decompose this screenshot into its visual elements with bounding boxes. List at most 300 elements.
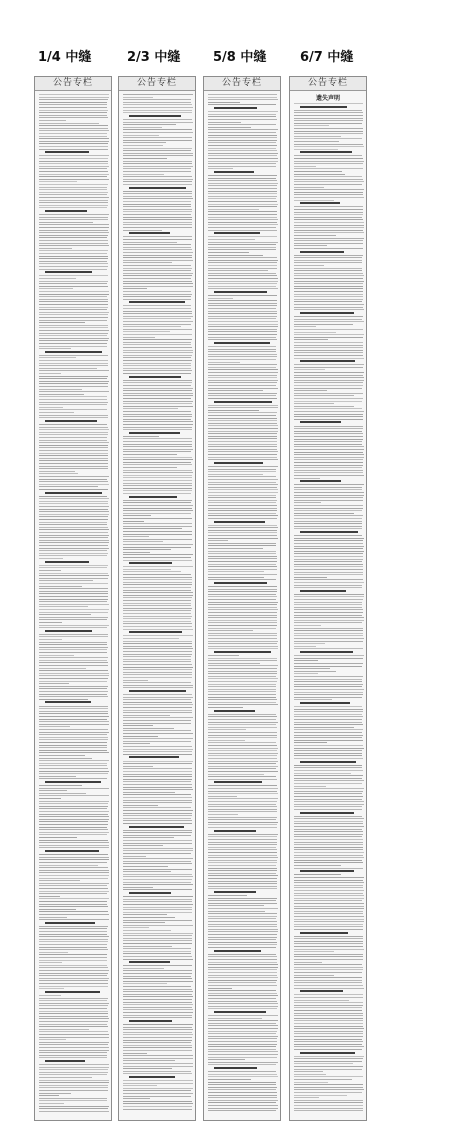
text-line — [208, 809, 277, 810]
notice-heading — [300, 480, 341, 482]
text-line — [208, 275, 277, 276]
text-line — [123, 544, 193, 545]
text-line — [39, 317, 108, 318]
text-line — [208, 278, 278, 279]
text-line — [123, 444, 192, 445]
text-line — [208, 124, 276, 125]
text-line — [208, 732, 277, 733]
text-line — [208, 852, 277, 853]
text-line — [294, 243, 363, 244]
text-line — [39, 970, 109, 971]
text-line — [39, 965, 107, 966]
text-line — [208, 771, 278, 772]
text-line — [208, 594, 276, 595]
text-line — [123, 107, 193, 108]
text-line — [39, 110, 108, 111]
text-line — [294, 630, 363, 631]
text-line — [123, 761, 193, 762]
text-line — [123, 150, 191, 151]
text-line — [123, 582, 192, 583]
text-line — [294, 1028, 364, 1029]
text-line — [39, 235, 108, 236]
text-line — [294, 375, 363, 376]
text-line — [208, 558, 277, 559]
text-line — [123, 174, 164, 175]
text-line — [39, 834, 107, 835]
text-line — [39, 338, 109, 339]
text-line — [294, 967, 363, 968]
text-line — [208, 1076, 278, 1077]
text-line — [39, 801, 109, 802]
text-line — [39, 1047, 109, 1048]
text-line — [123, 521, 144, 522]
text-line — [123, 1088, 193, 1089]
text-line — [39, 609, 109, 610]
text-line — [123, 715, 170, 716]
text-line — [39, 995, 61, 996]
notice-heading — [300, 106, 347, 108]
text-line — [294, 742, 327, 743]
text-line — [208, 1092, 277, 1093]
text-line — [294, 620, 364, 621]
text-line — [123, 1012, 193, 1013]
text-line — [294, 1018, 363, 1019]
text-line — [123, 547, 191, 548]
text-line — [123, 1058, 193, 1059]
text-line — [208, 364, 277, 365]
text-line — [39, 1044, 108, 1045]
text-line — [39, 1021, 108, 1022]
text-line — [294, 166, 316, 167]
text-line — [208, 1071, 276, 1072]
text-line — [208, 471, 276, 472]
text-line — [294, 628, 363, 629]
text-line — [294, 775, 363, 776]
text-line — [39, 649, 107, 650]
text-line — [39, 1057, 107, 1058]
text-line — [294, 574, 363, 575]
text-line — [123, 523, 192, 524]
text-line — [294, 559, 363, 560]
text-line — [123, 704, 193, 705]
text-line — [208, 148, 276, 149]
text-line — [294, 906, 364, 907]
text-line — [294, 146, 364, 147]
text-line — [208, 691, 276, 692]
column-label-2: 2/3 中缝 — [127, 50, 181, 65]
text-line — [294, 133, 363, 134]
text-line — [39, 434, 108, 435]
text-line — [208, 934, 277, 935]
text-line — [208, 265, 277, 266]
text-line — [39, 391, 109, 392]
text-line — [294, 446, 364, 447]
text-line — [39, 699, 88, 700]
text-line — [208, 268, 277, 269]
text-line — [294, 382, 363, 383]
notice-heading — [45, 922, 95, 924]
column-label-4: 6/7 中缝 — [300, 50, 354, 65]
text-line — [39, 1077, 92, 1078]
text-line — [208, 1087, 277, 1088]
text-line — [294, 692, 363, 693]
text-line — [39, 821, 108, 822]
text-line — [208, 1003, 278, 1004]
text-line — [123, 350, 193, 351]
text-line — [123, 664, 192, 665]
text-line — [123, 421, 193, 422]
text-line — [208, 959, 277, 960]
text-line — [123, 436, 159, 437]
notice-heading — [214, 462, 263, 464]
text-line — [208, 395, 276, 396]
text-line — [123, 531, 192, 532]
text-line — [208, 755, 277, 756]
text-line — [208, 761, 278, 762]
text-line — [123, 968, 164, 969]
text-line — [294, 452, 363, 453]
text-line — [123, 168, 191, 169]
text-line — [123, 746, 192, 747]
text-line — [39, 496, 107, 497]
text-line — [123, 858, 193, 859]
text-line — [39, 450, 108, 451]
text-line — [39, 872, 109, 873]
text-line — [294, 428, 363, 429]
text-line — [208, 441, 277, 442]
text-line — [39, 614, 91, 615]
notice-column-3 — [203, 76, 281, 1121]
text-line — [294, 144, 363, 145]
text-line — [123, 754, 192, 755]
text-line — [208, 836, 277, 837]
text-line — [208, 1054, 278, 1055]
text-line — [208, 881, 277, 882]
text-line — [208, 551, 276, 552]
text-line — [39, 445, 108, 446]
text-line — [294, 345, 363, 346]
text-line — [39, 906, 108, 907]
text-line — [123, 204, 191, 205]
text-line — [39, 570, 61, 571]
text-line — [294, 994, 363, 995]
text-line — [39, 978, 109, 979]
text-line — [294, 1015, 363, 1016]
text-line — [294, 1026, 363, 1027]
text-line — [294, 561, 362, 562]
text-line — [123, 1045, 192, 1046]
text-line — [294, 633, 363, 634]
text-line — [39, 842, 109, 843]
text-line — [208, 980, 277, 981]
text-line — [39, 1072, 108, 1073]
text-line — [294, 268, 362, 269]
text-line — [39, 870, 109, 871]
text-line — [123, 616, 192, 617]
text-line — [123, 470, 192, 471]
text-line — [39, 415, 108, 416]
text-line — [208, 855, 277, 856]
text-line — [294, 176, 362, 177]
text-line — [39, 962, 62, 963]
text-line — [39, 588, 108, 589]
text-line — [39, 811, 109, 812]
text-line — [123, 552, 150, 553]
text-line — [294, 1092, 362, 1093]
text-line — [208, 201, 277, 202]
text-line — [294, 248, 363, 249]
text-line — [208, 911, 265, 912]
text-line — [123, 725, 153, 726]
text-line — [39, 1067, 109, 1068]
text-line — [123, 380, 192, 381]
text-line — [208, 492, 278, 493]
text-line — [294, 880, 363, 881]
text-line — [208, 525, 277, 526]
text-line — [294, 1089, 364, 1090]
text-line — [39, 724, 109, 725]
text-line — [294, 355, 363, 356]
text-line — [208, 193, 277, 194]
text-line — [208, 262, 277, 263]
text-line — [208, 466, 278, 467]
text-line — [294, 497, 363, 498]
notice-heading — [129, 826, 184, 828]
text-line — [123, 518, 192, 519]
text-line — [294, 548, 363, 549]
text-line — [294, 903, 364, 904]
text-line — [39, 742, 107, 743]
text-line — [39, 1111, 109, 1112]
text-line — [208, 995, 278, 996]
text-line — [208, 132, 276, 133]
text-line — [123, 373, 191, 374]
text-line — [123, 536, 149, 537]
text-line — [39, 808, 107, 809]
text-line — [123, 879, 192, 880]
text-line — [123, 296, 191, 297]
text-line — [294, 535, 362, 536]
notice-heading — [45, 630, 92, 632]
text-line — [208, 686, 276, 687]
text-line — [39, 558, 63, 559]
text-line — [39, 1098, 107, 1099]
text-line — [39, 567, 107, 568]
text-line — [123, 587, 191, 588]
text-line — [39, 803, 108, 804]
text-line — [123, 999, 192, 1000]
text-line — [39, 138, 109, 139]
text-line — [294, 778, 362, 779]
notice-heading — [129, 1076, 175, 1078]
text-line — [39, 266, 108, 267]
text-line — [39, 94, 109, 95]
text-line — [294, 788, 364, 789]
text-line — [123, 789, 193, 790]
text-line — [208, 798, 278, 799]
text-line — [208, 814, 238, 815]
text-line — [208, 518, 277, 519]
text-line — [39, 565, 108, 566]
text-line — [294, 275, 364, 276]
text-line — [294, 301, 362, 302]
text-line — [208, 990, 276, 991]
text-line — [123, 840, 192, 841]
notice-heading — [129, 690, 186, 692]
text-line — [123, 771, 192, 772]
text-line — [123, 398, 191, 399]
text-line — [123, 656, 191, 657]
text-line — [294, 118, 363, 119]
text-line — [208, 224, 278, 225]
text-line — [39, 847, 109, 848]
text-line — [294, 929, 363, 930]
notice-heading — [45, 492, 102, 494]
text-line — [294, 587, 362, 588]
text-line — [39, 768, 108, 769]
text-line — [294, 714, 362, 715]
text-line — [123, 978, 192, 979]
text-line — [294, 857, 364, 858]
text-line — [294, 439, 363, 440]
text-line — [123, 539, 192, 540]
text-line — [294, 470, 363, 471]
text-line — [39, 1029, 89, 1030]
text-line — [123, 198, 193, 199]
text-line — [39, 655, 74, 656]
text-line — [39, 442, 109, 443]
text-line — [294, 141, 339, 142]
text-line — [39, 832, 109, 833]
text-line — [208, 883, 277, 884]
text-line — [39, 219, 108, 220]
text-line — [208, 188, 277, 189]
text-line — [294, 436, 363, 437]
text-line — [294, 500, 363, 501]
text-line — [39, 771, 109, 772]
text-line — [39, 1087, 108, 1088]
text-line — [123, 419, 191, 420]
text-line — [123, 935, 192, 936]
text-line — [123, 871, 171, 872]
text-line — [123, 794, 191, 795]
text-line — [123, 257, 192, 258]
text-line — [39, 865, 98, 866]
text-line — [294, 890, 364, 891]
text-line — [208, 318, 276, 319]
text-line — [294, 684, 363, 685]
text-line — [39, 333, 108, 334]
text-line — [123, 832, 192, 833]
text-line — [294, 1087, 363, 1088]
text-line — [208, 660, 277, 661]
text-line — [123, 884, 193, 885]
text-line — [294, 566, 363, 567]
text-line — [208, 420, 277, 421]
text-line — [208, 196, 277, 197]
text-line — [123, 321, 193, 322]
text-line — [39, 694, 107, 695]
text-line — [39, 519, 108, 520]
text-line — [123, 901, 192, 902]
text-line — [294, 411, 364, 412]
text-line — [208, 418, 277, 419]
text-line — [294, 1005, 363, 1006]
text-line — [208, 745, 277, 746]
text-line — [39, 432, 108, 433]
notice-heading — [300, 932, 348, 934]
text-line — [39, 291, 109, 292]
text-line — [208, 459, 278, 460]
text-line — [208, 553, 276, 554]
text-line — [294, 818, 364, 819]
text-line — [294, 982, 362, 983]
text-line — [123, 329, 192, 330]
text-line — [208, 489, 278, 490]
text-line — [208, 586, 277, 587]
column-text-block — [290, 91, 366, 1121]
text-line — [294, 921, 364, 922]
text-line — [123, 1027, 192, 1028]
text-line — [39, 660, 107, 661]
notice-heading — [214, 891, 256, 893]
text-line — [123, 820, 192, 821]
text-line — [123, 360, 192, 361]
text-line — [208, 288, 278, 289]
text-line — [208, 806, 277, 807]
notice-heading — [300, 702, 350, 704]
text-line — [39, 1018, 109, 1019]
text-line — [294, 299, 363, 300]
column-subtitle: 遗失声明 — [315, 95, 340, 102]
text-line — [123, 502, 191, 503]
text-line — [39, 696, 108, 697]
text-line — [39, 248, 72, 249]
text-line — [294, 596, 364, 597]
text-line — [208, 993, 277, 994]
text-line — [294, 326, 316, 327]
notice-column-1 — [34, 76, 112, 1121]
text-line — [294, 852, 364, 853]
text-line — [123, 368, 191, 369]
text-line — [208, 926, 277, 927]
text-line — [39, 1000, 107, 1001]
text-line — [39, 187, 107, 188]
text-line — [123, 294, 192, 295]
text-line — [39, 691, 108, 692]
text-line — [208, 155, 277, 156]
text-line — [123, 477, 192, 478]
text-line — [208, 612, 277, 613]
text-line — [294, 1082, 328, 1083]
text-line — [123, 613, 191, 614]
text-line — [123, 669, 192, 670]
text-line — [294, 1110, 363, 1111]
text-line — [294, 980, 362, 981]
text-line — [208, 140, 277, 141]
text-line — [294, 799, 362, 800]
text-line — [39, 642, 107, 643]
text-line — [39, 322, 85, 323]
text-line — [208, 410, 259, 411]
text-line — [208, 591, 277, 592]
text-line — [208, 482, 276, 483]
text-line — [208, 929, 278, 930]
text-line — [294, 510, 362, 511]
text-line — [294, 508, 363, 509]
text-line — [39, 253, 107, 254]
text-line — [123, 119, 192, 120]
